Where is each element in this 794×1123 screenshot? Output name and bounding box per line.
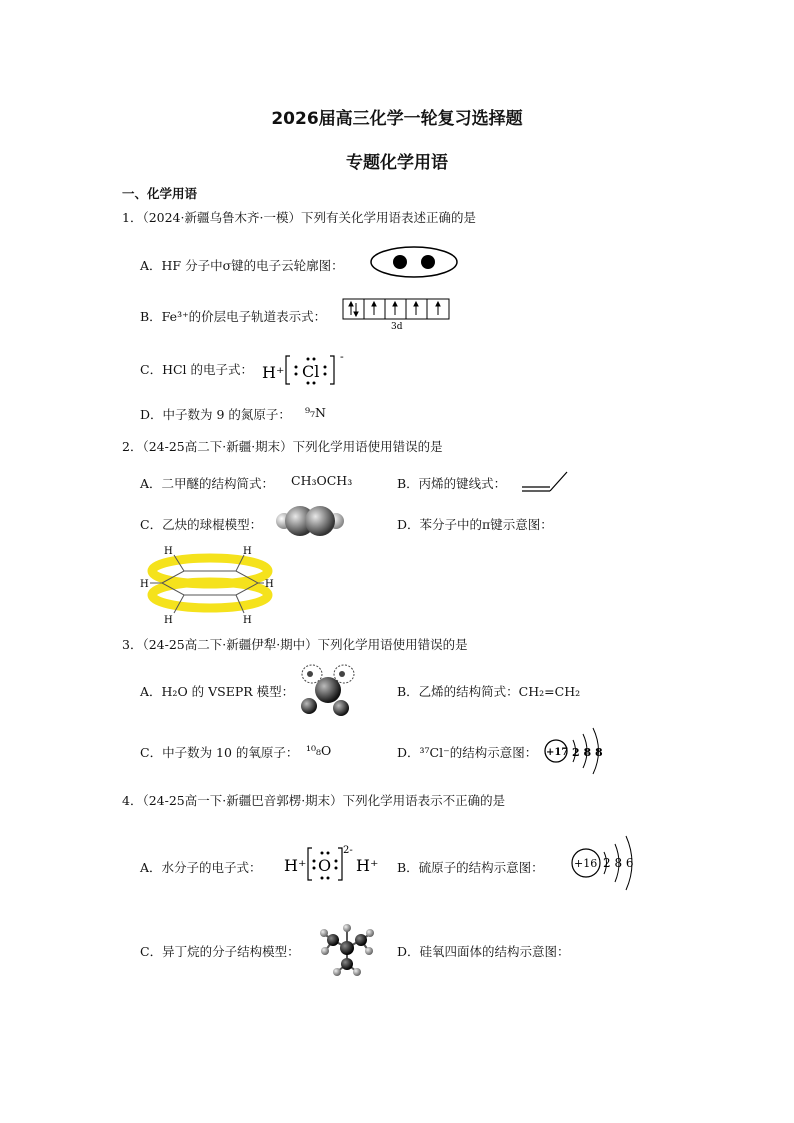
h-atom-label: H — [243, 615, 252, 626]
q2-option-d: D．苯分子中的π键示意图： — [397, 517, 553, 532]
hydrogen-ion: H⁺ — [356, 856, 379, 875]
hydrogen-ion: H⁺ — [262, 363, 285, 382]
question-3-stem: 3．（24-25高二下·新疆伊犁·期中）下列化学用语使用错误的是 — [122, 637, 468, 652]
page-subtitle: 专题化学用语 — [346, 153, 448, 173]
cl-ion-structure-diagram — [543, 726, 613, 776]
fe3-orbital-diagram — [342, 298, 452, 330]
h-atom-label: H — [164, 546, 173, 557]
q1-option-d: D．中子数为 9 的氮原子： — [140, 407, 291, 422]
charge-sign: - — [340, 350, 344, 363]
h-atom-label: H — [164, 615, 173, 626]
benzene-pi-bond-diagram — [140, 543, 280, 625]
q2-option-a: A．二甲醚的结构简式： — [140, 476, 275, 491]
hydrogen-ion: H⁺ — [284, 856, 307, 875]
charge-sign: 2- — [343, 845, 353, 856]
electron-shells: 2 8 6 — [603, 856, 634, 870]
orbital-label: 3d — [391, 322, 403, 332]
isobutane-ball-model — [318, 920, 376, 976]
q3-option-d: D．³⁷Cl⁻的结构示意图： — [397, 745, 538, 760]
h-atom-label: H — [265, 579, 274, 590]
nucleus-charge: +17 — [546, 747, 569, 758]
q2-option-b: B．丙烯的键线式： — [397, 476, 507, 491]
q3-option-b: B．乙烯的结构简式：CH₂=CH₂ — [397, 684, 581, 699]
nitrogen-nuclide: ⁹₇N — [305, 405, 326, 420]
oxygen-nuclide: ¹⁰₈O — [306, 743, 332, 758]
q3-option-c: C．中子数为 10 的氧原子： — [140, 745, 299, 760]
oxygen-symbol: O — [318, 856, 332, 875]
chlorine-symbol: Cl — [302, 362, 320, 381]
h2o-vsepr-model — [298, 660, 358, 718]
h-atom-label: H — [243, 546, 252, 557]
q4-option-d: D．硅氧四面体的结构示意图： — [397, 944, 570, 959]
q4-option-b: B．硫原子的结构示意图： — [397, 860, 544, 875]
sigma-bond-electron-cloud-figure — [370, 245, 460, 279]
q3-option-a: A．H₂O 的 VSEPR 模型： — [140, 684, 295, 699]
question-1-stem: 1．（2024·新疆乌鲁木齐·一模）下列有关化学用语表述正确的是 — [122, 210, 476, 225]
electron-shells: 2 8 8 — [572, 746, 603, 759]
water-electron-formula — [284, 842, 394, 886]
q1-option-c: C．HCl 的电子式： — [140, 362, 254, 377]
acetylene-ball-model — [274, 505, 346, 537]
question-4-stem: 4．（24-25高一下·新疆巴音郭楞·期末）下列化学用语表示不正确的是 — [122, 793, 506, 808]
q1-option-a: A．HF 分子中σ键的电子云轮廓图： — [140, 258, 344, 273]
question-2-stem: 2．（24-25高二下·新疆·期末）下列化学用语使用错误的是 — [122, 439, 443, 454]
q4-option-a: A．水分子的电子式： — [140, 860, 262, 875]
q1-option-b: B．Fe³⁺的价层电子轨道表示式： — [140, 309, 327, 324]
q4-option-c: C．异丁烷的分子结构模型： — [140, 944, 300, 959]
page-title: 2026届高三化学一轮复习选择题 — [271, 109, 523, 129]
sulfur-atom-structure-diagram — [570, 834, 640, 892]
h-atom-label: H — [140, 579, 149, 590]
section-heading: 一、化学用语 — [122, 186, 198, 201]
q2-option-c: C．乙炔的球棍模型： — [140, 517, 263, 532]
propene-skeletal-formula — [520, 470, 570, 494]
hcl-electron-formula — [262, 350, 352, 390]
dimethyl-ether-formula: CH₃OCH₃ — [291, 473, 353, 488]
nucleus-charge: +16 — [574, 857, 598, 870]
